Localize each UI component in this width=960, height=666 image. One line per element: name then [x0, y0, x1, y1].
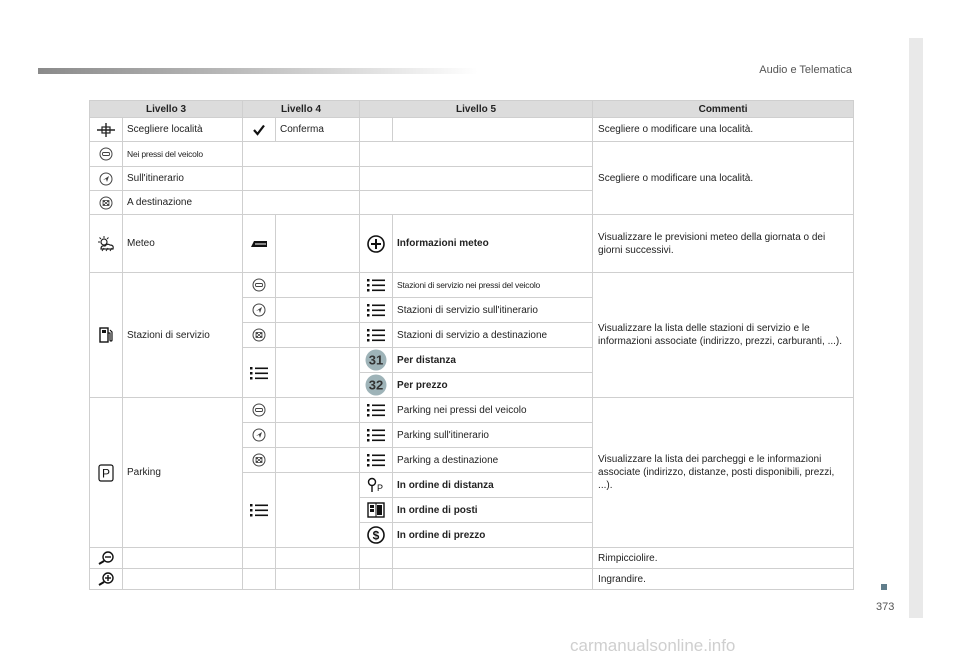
- col-comments: Commenti: [593, 101, 854, 118]
- dollar-circle-icon: [367, 526, 385, 544]
- parking-spaces-icon: [367, 502, 385, 518]
- weather-comment: Visualizzare le previsioni meteo della giornata o dei giorni successivi.: [593, 215, 854, 273]
- col-level5: Livello 5: [360, 101, 593, 118]
- list-icon: [367, 303, 385, 317]
- side-strip: [909, 38, 923, 618]
- list-icon: [367, 428, 385, 442]
- list-icon: [367, 453, 385, 467]
- route-circle-icon: [99, 172, 113, 186]
- vehicle-circle-icon: [99, 147, 113, 161]
- vehicle-circle-icon: [252, 403, 266, 417]
- location-options-comment: Scegliere o modificare una località.: [593, 142, 854, 215]
- table-row: [90, 569, 854, 590]
- table-row: [90, 273, 854, 298]
- parking-by-distance-label: In ordine di distanza: [393, 473, 593, 498]
- list-icon: [250, 366, 268, 380]
- parking-by-spaces-label: In ordine di posti: [393, 498, 593, 523]
- on-route-label: Sull'itinerario: [123, 167, 243, 191]
- crosshair-location-icon: [97, 123, 115, 137]
- weather-info-label: Informazioni meteo: [393, 215, 593, 273]
- parking-distance-icon: [367, 477, 385, 493]
- stations-near-label: Stazioni di servizio nei pressi del veicolo: [393, 273, 593, 298]
- svg-text:P: P: [377, 483, 384, 493]
- stations-comment: Visualizzare la lista delle stazioni di servizio e le informazioni associate (indirizzo, prezzi, carburanti, ...).: [593, 273, 854, 398]
- confirm-label: Conferma: [276, 118, 360, 142]
- table-row: [90, 142, 854, 167]
- at-destination-label: A destinazione: [123, 191, 243, 215]
- destination-flag-circle-icon: [252, 328, 266, 342]
- list-icon: [250, 503, 268, 517]
- parking-comment: Visualizzare la lista dei parcheggi e le informazioni associate (indirizzo, distanze, posti disponibili, prezzi, ...).: [593, 398, 854, 548]
- table-row: [90, 215, 854, 273]
- vehicle-circle-icon: [252, 278, 266, 292]
- list-icon: [367, 278, 385, 292]
- stations-label: Stazioni di servizio: [123, 273, 243, 398]
- menu-table: [89, 100, 854, 590]
- destination-flag-circle-icon: [252, 453, 266, 467]
- parking-route-label: Parking sull'itinerario: [393, 423, 593, 448]
- zoom-out-icon: [98, 551, 114, 565]
- stations-by-price-label: Per prezzo: [393, 373, 593, 398]
- near-vehicle-label: Nei pressi del veicolo: [123, 142, 243, 167]
- page-number: 373: [876, 601, 895, 613]
- info-plus-icon: [367, 235, 385, 253]
- parking-destination-label: Parking a destinazione: [393, 448, 593, 473]
- parking-icon: [98, 464, 114, 482]
- col-level4: Livello 4: [243, 101, 360, 118]
- destination-flag-circle-icon: [99, 196, 113, 210]
- stations-by-distance-label: Per distanza: [393, 348, 593, 373]
- zoom-out-comment: Rimpicciolire.: [593, 548, 854, 569]
- choose-location-comment: Scegliere o modificare una località.: [593, 118, 854, 142]
- list-icon: [367, 328, 385, 342]
- weather-label: Meteo: [123, 215, 243, 273]
- parking-label: Parking: [123, 398, 243, 548]
- reference-badge-32: [365, 374, 387, 396]
- section-title: Audio e Telematica: [759, 64, 852, 76]
- header-gradient-bar: [38, 68, 478, 74]
- stations-destination-label: Stazioni di servizio a destinazione: [393, 323, 593, 348]
- parking-near-label: Parking nei pressi del veicolo: [393, 398, 593, 423]
- table-row: [90, 118, 854, 142]
- weather-icon: [97, 236, 115, 252]
- parking-by-price-label: In ordine di prezzo: [393, 523, 593, 548]
- forecast-slider-icon: [250, 239, 268, 249]
- svg-text:32: 32: [368, 377, 384, 393]
- svg-text:P: P: [101, 466, 111, 480]
- col-level3: Livello 3: [90, 101, 243, 118]
- choose-location-label: Scegliere località: [123, 118, 243, 142]
- checkmark-icon: [253, 124, 265, 136]
- route-circle-icon: [252, 303, 266, 317]
- watermark: carmanualsonline.info: [570, 636, 736, 655]
- table-row: [90, 548, 854, 569]
- zoom-in-comment: Ingrandire.: [593, 569, 854, 590]
- svg-text:31: 31: [368, 352, 384, 368]
- table-header-row: [90, 101, 854, 118]
- list-icon: [367, 403, 385, 417]
- svg-text:$: $: [372, 528, 380, 543]
- reference-badge-31: [365, 349, 387, 371]
- stations-route-label: Stazioni di servizio sull'itinerario: [393, 298, 593, 323]
- table-row: [90, 398, 854, 423]
- page-marker: [881, 584, 887, 590]
- route-circle-icon: [252, 428, 266, 442]
- fuel-pump-icon: [98, 326, 114, 344]
- zoom-in-icon: [98, 572, 114, 586]
